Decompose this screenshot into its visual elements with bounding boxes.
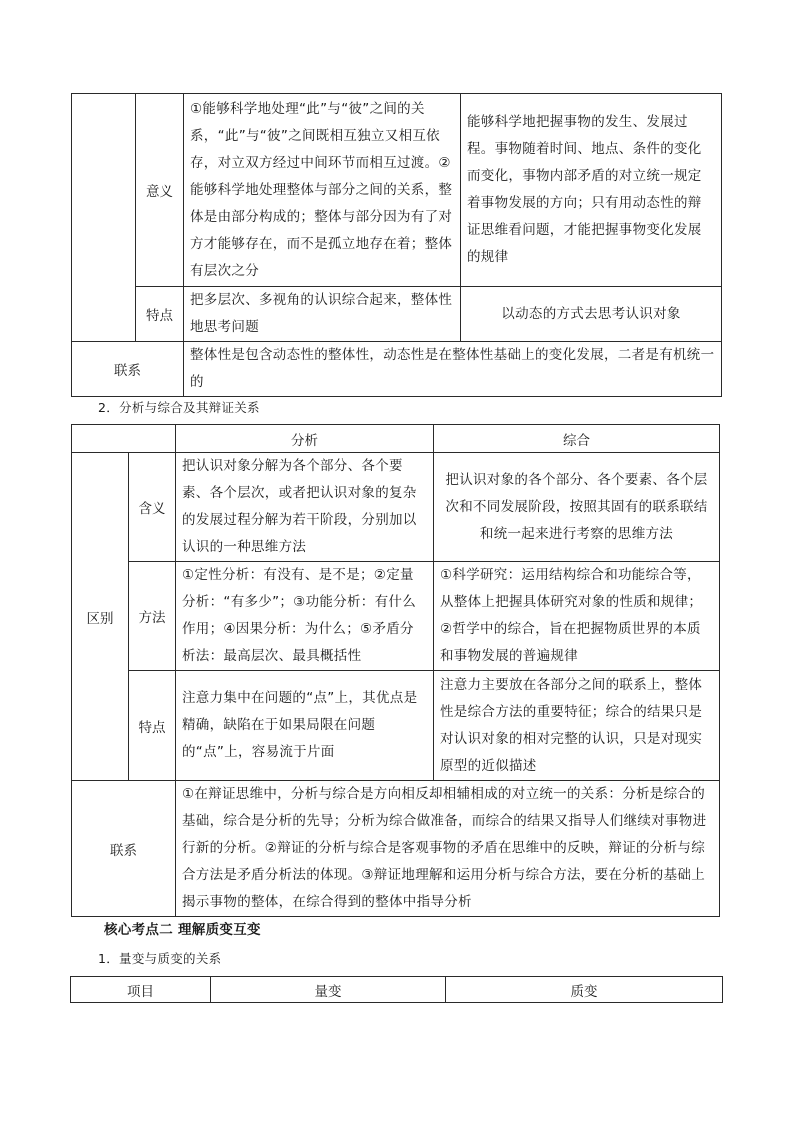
col-header-quantitative-change: 量变 bbox=[211, 977, 446, 1003]
table-header-row bbox=[72, 425, 720, 453]
row-label-significance: 意义 bbox=[136, 94, 184, 287]
table-blank-cell bbox=[72, 94, 136, 342]
row-label-meaning: 含义 bbox=[129, 453, 176, 562]
cell-synthesis-meaning: 把认识对象的各个部分、各个要素、各个层次和不同发展阶段，按照其固有的联系联结和统一起来进行考察的思维方法 bbox=[434, 453, 720, 562]
table-header-row bbox=[71, 977, 723, 1003]
group-label-difference: 区别 bbox=[72, 453, 129, 781]
row-label-features: 特点 bbox=[136, 287, 184, 342]
section-heading-analysis-synthesis: 2．分析与综合及其辩证关系 bbox=[98, 400, 260, 415]
col-header-analysis: 分析 bbox=[176, 425, 434, 453]
table-row bbox=[72, 342, 722, 397]
cell-synthesis-features: 注意力主要放在各部分之间的联系上，整体性是综合方法的重要特征；综合的结果只是对认识对象的相对完整的认识，只是对现实原型的近似描述 bbox=[434, 671, 720, 781]
table-analysis-synthesis bbox=[71, 424, 720, 917]
col-header-qualitative-change: 质变 bbox=[446, 977, 723, 1003]
cell-relation-text: ①在辩证思维中，分析与综合是方向相反却相辅相成的对立统一的关系：分析是综合的基础，综合是分析的先导；分析为综合做准备，而综合的结果又指导人们继续对事物进行新的分析。②辩证的分析与综合是客观事物的矛盾在思维中的反映，辩证的分析与综合方法是矛盾分析法的体现。③辩证地理解和运用分析与综合方法，要在分析的基础上揭示事物的整体，在综合得到的整体中指导分析 bbox=[176, 781, 720, 917]
table-quantity-quality bbox=[70, 976, 723, 1003]
table-holistic-dynamic bbox=[71, 93, 722, 397]
cell-analysis-method: ①定性分析：有没有、是不是；②定量分析：“有多少”；③功能分析：有什么作用；④因果分析：为什么；⑤矛盾分析法：最高层次、最具概括性 bbox=[176, 562, 434, 671]
table-row bbox=[72, 781, 720, 917]
cell-dynamic-features: 以动态的方式去思考认识对象 bbox=[461, 287, 722, 342]
cell-analysis-features: 注意力集中在问题的“点”上，其优点是精确，缺陷在于如果局限在问题的“点”上，容易流于片面 bbox=[176, 671, 434, 781]
table-row bbox=[72, 562, 720, 671]
table-row bbox=[72, 287, 722, 342]
section-heading-quantity-quality: 1．量变与质变的关系 bbox=[98, 951, 222, 966]
cell-relation-text: 整体性是包含动态性的整体性，动态性是在整体性基础上的变化发展，二者是有机统一的 bbox=[184, 342, 722, 397]
cell-dynamic-significance: 能够科学地把握事物的发生、发展过程。事物随着时间、地点、条件的变化而变化，事物内部矛盾的对立统一规定着事物发展的方向；只有用动态性的辩证思维看问题，才能把握事物变化发展的规律 bbox=[461, 94, 722, 287]
col-header-synthesis: 综合 bbox=[434, 425, 720, 453]
row-label-method: 方法 bbox=[129, 562, 176, 671]
table-row bbox=[72, 94, 722, 287]
cell-holistic-significance: ①能够科学地处理“此”与“彼”之间的关系，“此”与“彼”之间既相互独立又相互依存，对立双方经过中间环节而相互过渡。②能够科学地处理整体与部分之间的关系，整体是由部分构成的；整体与部分因为有了对方才能够存在，而不是孤立地存在着；整体有层次之分 bbox=[184, 94, 461, 287]
table-row bbox=[72, 453, 720, 562]
row-label-relation: 联系 bbox=[72, 781, 176, 917]
cell-holistic-features: 把多层次、多视角的认识综合起来，整体性地思考问题 bbox=[184, 287, 461, 342]
core-topic-heading: 核心考点二 理解质变互变 bbox=[104, 922, 261, 938]
table-row bbox=[72, 671, 720, 781]
table-blank-cell bbox=[72, 425, 176, 453]
cell-synthesis-method: ①科学研究：运用结构综合和功能综合等，从整体上把握具体研究对象的性质和规律；②哲学中的综合，旨在把握物质世界的本质和事物发展的普遍规律 bbox=[434, 562, 720, 671]
row-label-relation: 联系 bbox=[72, 342, 184, 397]
col-header-item: 项目 bbox=[71, 977, 211, 1003]
row-label-features: 特点 bbox=[129, 671, 176, 781]
cell-analysis-meaning: 把认识对象分解为各个部分、各个要素、各个层次，或者把认识对象的复杂的发展过程分解为若干阶段，分别加以认识的一种思维方法 bbox=[176, 453, 434, 562]
